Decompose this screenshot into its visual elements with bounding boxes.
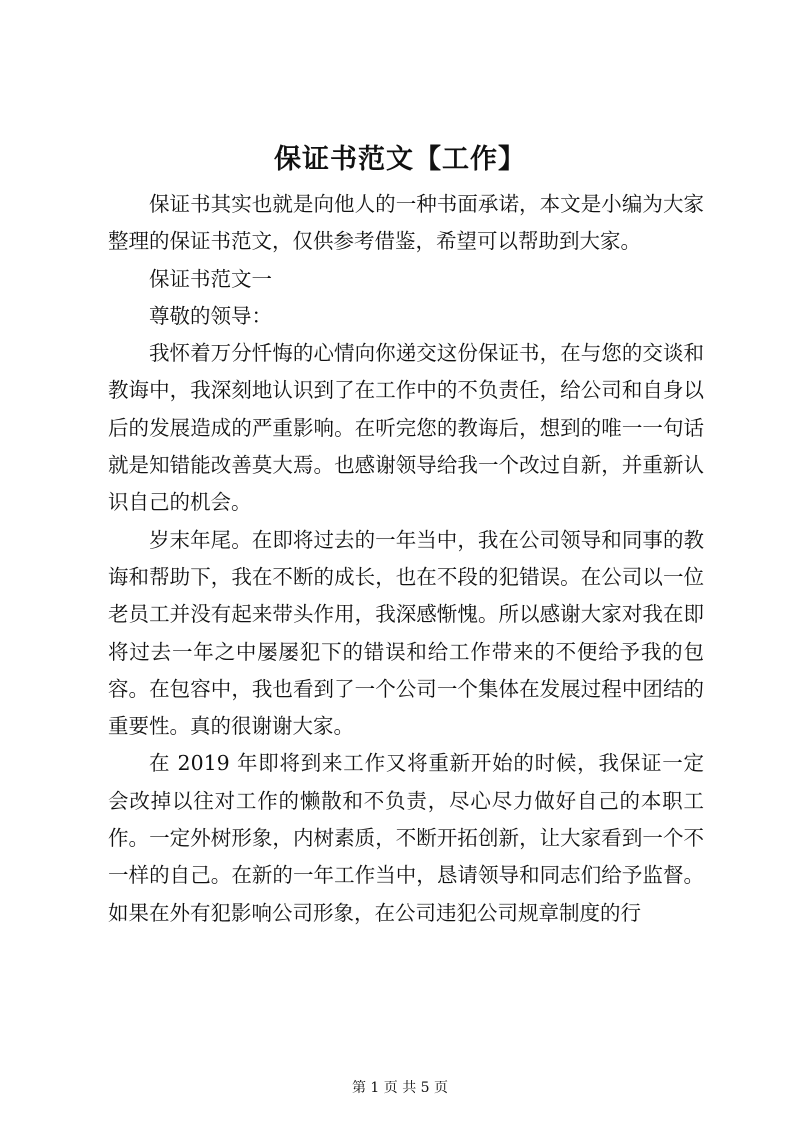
page-footer: 第 1 页 共 5 页 xyxy=(351,1080,449,1096)
paragraph-body-1: 我怀着万分忏悔的心情向你递交这份保证书，在与您的交谈和教诲中，我深刻地认识到了在工作中的不负责任，给公司和自身以后的发展造成的严重影响。在听完您的教诲后，想到的唯一一句话就是知错能改善莫大焉。也感谢领导给我一个改过自新，并重新认识自己的机会。 xyxy=(108,341,704,515)
document-title: 保证书范文【工作】 xyxy=(274,144,526,175)
paragraph-body-3: 在 2019 年即将到来工作又将重新开始的时候，我保证一定会改掉以往对工作的懒散和不负责，尽心尽力做好自己的本职工作。一定外树形象，内树素质，不断开拓创新，让大家看到一个不一样的自己。在新的一年工作当中，恳请领导和同志们给予监督。如果在外有犯影响公司形象，在公司违犯公司规章制度的行 xyxy=(108,751,704,925)
document-body xyxy=(108,186,704,932)
paragraph-salutation: 尊敬的领导： xyxy=(149,303,272,328)
paragraph-section-heading: 保证书范文一 xyxy=(149,266,272,291)
paragraph-body-2: 岁末年尾。在即将过去的一年当中，我在公司领导和同事的教诲和帮助下，我在不断的成长，也在不段的犯错误。在公司以一位老员工并没有起来带头作用，我深感惭愧。所以感谢大家对我在即将过去一年之中屡屡犯下的错误和给工作带来的不便给予我的包容。在包容中，我也看到了一个公司一个集体在发展过程中团结的重要性。真的很谢谢大家。 xyxy=(108,527,704,739)
paragraph-intro: 保证书其实也就是向他人的一种书面承诺，本文是小编为大家整理的保证书范文，仅供参考借鉴，希望可以帮助到大家。 xyxy=(108,192,704,254)
